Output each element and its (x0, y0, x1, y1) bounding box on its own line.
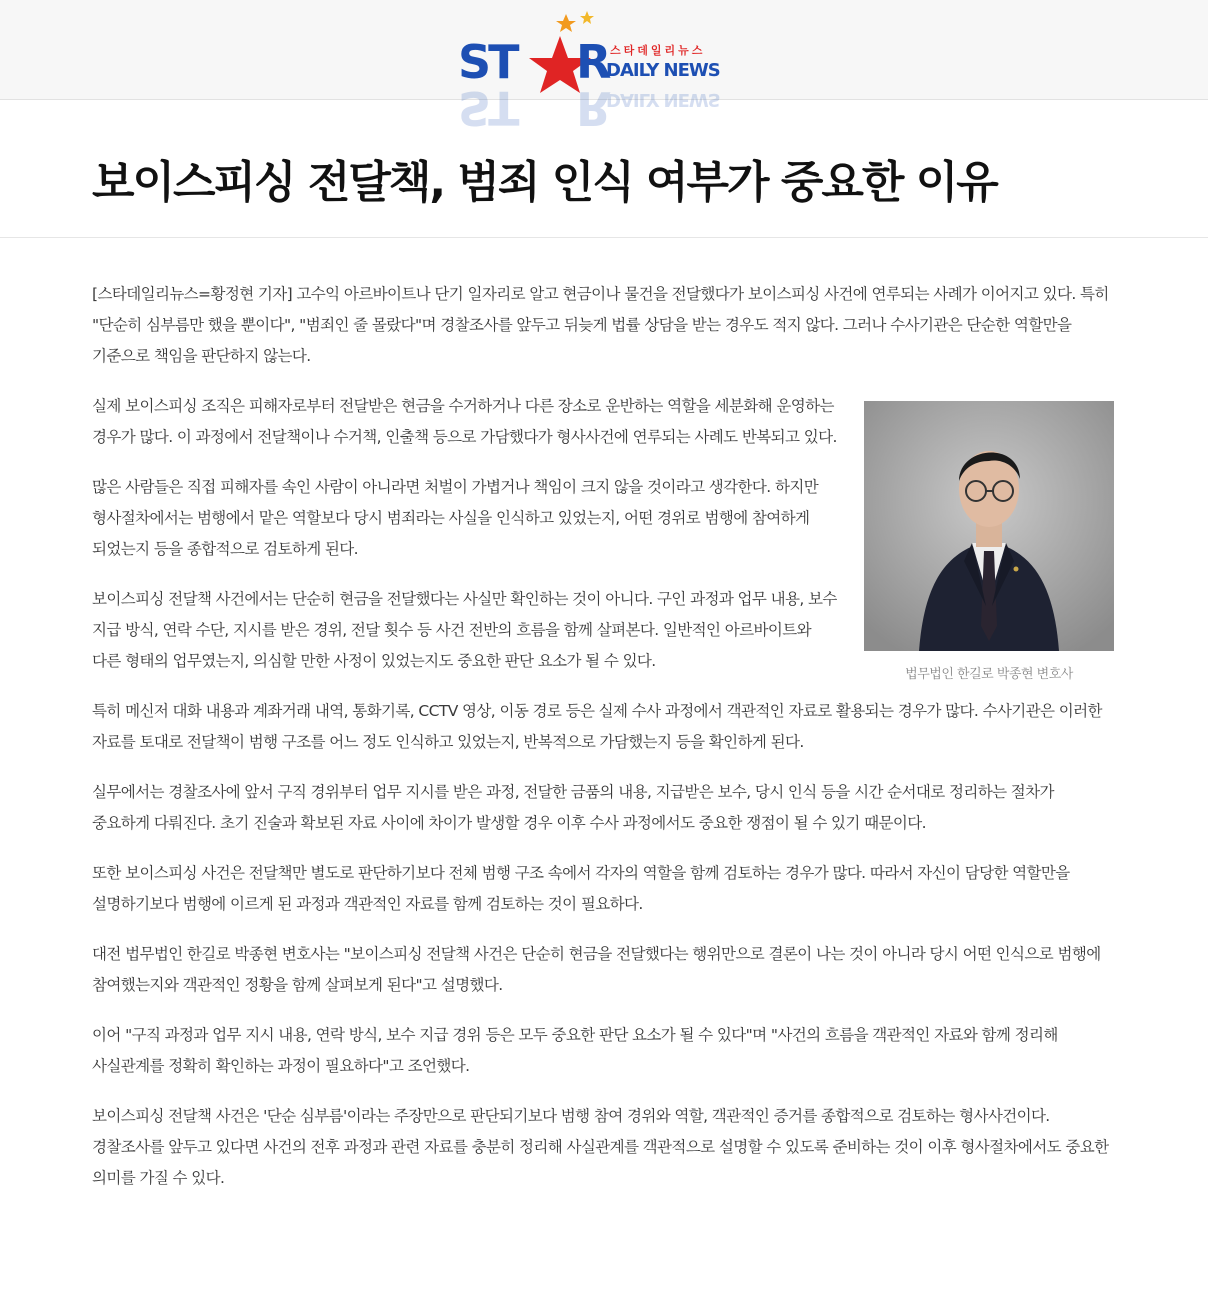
article-paragraph: 실제 보이스피싱 조직은 피해자로부터 전달받은 현금을 수거하거나 다른 장소로 운반하는 역할을 세분화해 운영하는 경우가 많다. 이 과정에서 전달책이나 수거책, 인출책 등으로 가담했다가 형사사건에 연루되는 사례도 반복되고 있다. (92, 397, 837, 446)
lawyer-photo[interactable] (864, 401, 1114, 651)
article-paragraph: 보이스피싱 전달책 사건에서는 단순히 현금을 전달했다는 사실만 확인하는 것이 아니다. 구인 과정과 업무 내용, 보수 지급 방식, 연락 수단, 지시를 받은 경위, 전달 횟수 등 사건 전반의 흐름을 함께 살펴본다. 일반적인 아르바이트와 다른 형태의 업무였는지, 의심할 만한 사정이 있었는지도 중요한 판단 요소가 될 수 있다. (92, 590, 837, 670)
article-title: 보이스피싱 전달책, 범죄 인식 여부가 중요한 이유 (92, 157, 997, 208)
article-paragraph: 또한 보이스피싱 사건은 전달책만 별도로 판단하기보다 전체 범행 구조 속에서 각자의 역할을 함께 검토하는 경우가 많다. 따라서 자신이 담당한 역할만을 설명하기보다 범행에 이르게 된 과정과 객관적인 자료를 함께 검토하는 것이 필요하다. (92, 864, 1070, 913)
article-figure (864, 401, 1114, 682)
svg-text:ST: ST (458, 81, 517, 135)
article-paragraph: 대전 법무법인 한길로 박종현 변호사는 "보이스피싱 전달책 사건은 단순히 현금을 전달했다는 행위만으로 결론이 나는 것이 아니라 당시 어떤 인식으로 범행에 참여했는지와 객관적인 정황을 함께 살펴보게 된다"고 설명했다. (92, 945, 1101, 994)
svg-text:스타데일리뉴스: 스타데일리뉴스 (610, 44, 706, 57)
svg-text:R: R (576, 35, 612, 89)
site-header (0, 0, 1208, 135)
article-paragraph: 실무에서는 경찰조사에 앞서 구직 경위부터 업무 지시를 받은 과정, 전달한 금품의 내용, 지급받은 보수, 당시 인식 등을 시간 순서대로 정리하는 절차가 중요하게 다뤄진다. 초기 진술과 확보된 자료 사이에 차이가 발생할 경우 이후 수사 과정에서도 중요한 쟁점이 될 수 있기 때문이다. (92, 783, 1054, 832)
article-paragraph: 이어 "구직 과정과 업무 지시 내용, 연락 방식, 보수 지급 경위 등은 모두 중요한 판단 요소가 될 수 있다"며 "사건의 흐름을 객관적인 자료와 함께 정리해 사실관계를 정확히 확인하는 과정이 필요하다"고 조언했다. (92, 1026, 1058, 1075)
svg-text:DAILY NEWS: DAILY NEWS (606, 60, 720, 81)
article-body (92, 279, 1114, 1213)
article-paragraph: [스타데일리뉴스=황정현 기자] 고수익 아르바이트나 단기 일자리로 알고 현금이나 물건을 전달했다가 보이스피싱 사건에 연루되는 사례가 이어지고 있다. 특히 "단순히 심부름만 했을 뿐이다", "범죄인 줄 몰랐다"며 경찰조사를 앞두고 뒤늦게 법률 상담을 받는 경우도 적지 않다. 그러나 수사기관은 단순한 역할만을 기준으로 책임을 판단하지 않는다. (92, 285, 1109, 365)
star-daily-news-logo-icon (456, 10, 756, 135)
site-logo[interactable] (456, 10, 756, 135)
photo-caption: 법무법인 한길로 박종현 변호사 (905, 667, 1073, 682)
svg-text:DAILY NEWS: DAILY NEWS (606, 89, 720, 110)
article-paragraph: 보이스피싱 전달책 사건은 '단순 심부름'이라는 주장만으로 판단되기보다 범행 참여 경위와 역할, 객관적인 증거를 종합적으로 검토하는 형사사건이다. 경찰조사를 앞두고 있다면 사건의 전후 과정과 관련 자료를 충분히 정리해 사실관계를 객관적으로 설명할 수 있도록 준비하는 것이 이후 형사절차에서도 중요한 의미를 가질 수 있다. (92, 1107, 1109, 1187)
article-paragraph: 많은 사람들은 직접 피해자를 속인 사람이 아니라면 처벌이 가볍거나 책임이 크지 않을 것이라고 생각한다. 하지만 형사절차에서는 범행에서 맡은 역할보다 당시 범죄라는 사실을 인식하고 있었는지, 어떤 경위로 범행에 참여하게 되었는지 등을 종합적으로 검토하게 된다. (92, 478, 819, 558)
svg-text:R: R (576, 81, 612, 135)
article-paragraph: 특히 메신저 대화 내용과 계좌거래 내역, 통화기록, CCTV 영상, 이동 경로 등은 실제 수사 과정에서 객관적인 자료로 활용되는 경우가 많다. 수사기관은 이러한 자료를 토대로 전달책이 범행 구조를 어느 정도 인식하고 있었는지, 반복적으로 가담했는지 등을 확인하게 된다. (92, 702, 1102, 751)
svg-text:ST: ST (458, 35, 517, 89)
